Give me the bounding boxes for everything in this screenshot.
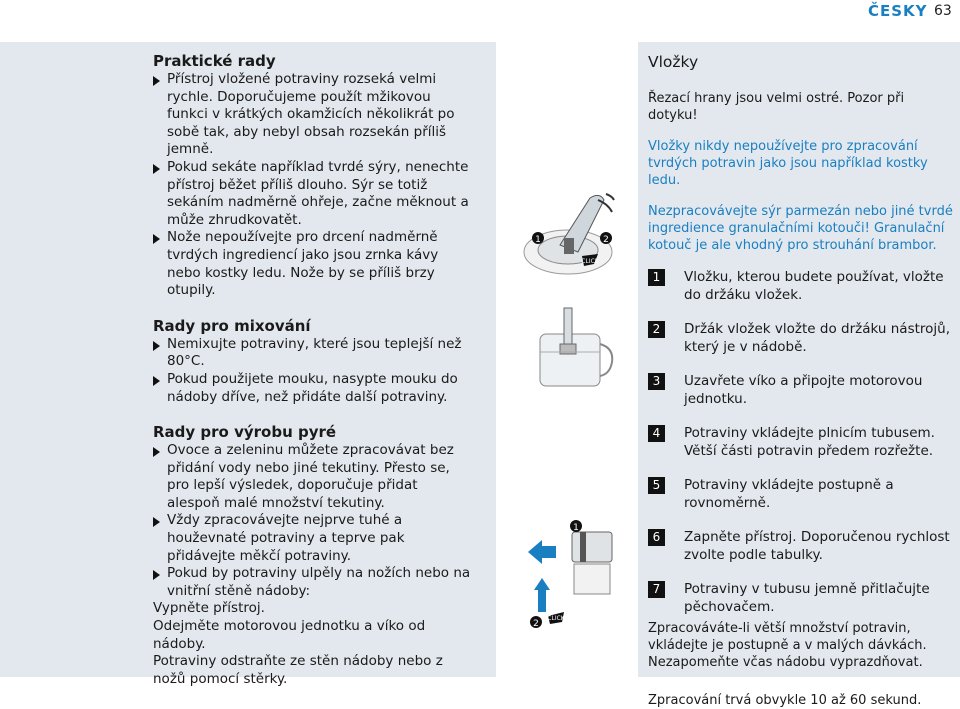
step-number: 2: [648, 321, 665, 338]
note-text: Zpracováváte-li větší množství potravin, vkládejte je postupně a v malých dávkách. Nezapomeňte včas nádobu vyprazdňovat.: [648, 620, 927, 670]
bullet-item: Pokud by potraviny ulpěly na nožích nebo na vnitřní stěně nádoby:: [153, 565, 473, 600]
step-label: 2: [603, 235, 609, 245]
illustration-insert-blade: [520, 190, 620, 280]
duration-text: Zpracování trvá obvykle 10 až 60 sekund.: [648, 692, 922, 708]
tips-column: [153, 52, 473, 705]
step-number: 3: [648, 373, 665, 390]
after-steps-notes: [648, 620, 953, 709]
section-title: Rady pro mixování: [153, 316, 311, 335]
plain-line: Odejměte motorovou jednotku a víko od nádoby.: [153, 618, 426, 652]
bullet-item: Pokud použijete mouku, nasypte mouku do nádoby dříve, než přidáte další potraviny.: [153, 371, 473, 406]
step-label: 1: [535, 235, 541, 245]
steps-list: [648, 268, 953, 616]
inserts-title: Vložky: [648, 53, 699, 71]
bullet-item: Přístroj vložené potraviny rozseká velmi rychle. Doporučujeme použít mžikovou funkci v krátkých okamžicích několikrát po sobě tak, aby nebyl obsah rozsekán příliš jemně.: [153, 71, 473, 159]
illustration-bowl: [528, 304, 618, 394]
warning-text: Nezpracovávejte sýr parmezán nebo jiné tvrdé ingredience granulačními kotouči! Granulační kotouč je ale vhodný pro strouhání brambor.: [648, 203, 953, 253]
language-label: ČESKY: [868, 2, 928, 20]
plain-line: Potraviny odstraňte ze stěn nádoby nebo z nožů pomocí stěrky.: [153, 653, 443, 687]
step-item: [648, 424, 953, 460]
step-number: 4: [648, 425, 665, 442]
step-label: 1: [573, 523, 579, 533]
click-label: CLICK: [547, 615, 565, 622]
warning-sharp-blades: Řezací hrany jsou velmi ostré. Pozor při dotyku!: [648, 90, 905, 123]
step-text: Potraviny vkládejte postupně a rovnoměrně.: [684, 476, 894, 511]
bullet-item: Vždy zpracovávejte nejprve tuhé a houževnaté potraviny a teprve pak přidávejte měkčí potraviny.: [153, 512, 473, 565]
warning-text: Vložky nikdy nepoužívejte pro zpracování tvrdých potravin jako jsou například kostky ledu.: [648, 138, 928, 188]
bullet-item: Ovoce a zeleninu můžete zpracovávat bez přidání vody nebo jiné tekutiny. Přesto se, pro lepší výsledek, doporučuje přidat alespoň malé množství tekutiny.: [153, 442, 473, 512]
section-puree-tips: [153, 423, 473, 688]
page-header: [0, 0, 960, 24]
section-title: Praktické rady: [153, 52, 276, 70]
section-title: Rady pro výrobu pyré: [153, 423, 337, 442]
step-text: Potraviny vkládejte plnicím tubusem. Větší části potravin předem rozřežte.: [684, 424, 935, 459]
section-mixing-tips: [153, 317, 473, 406]
step-number: 5: [648, 477, 665, 494]
step-text: Držák vložek vložte do držáku nástrojů, který je v nádobě.: [684, 320, 951, 355]
bullet-item: Nemixujte potraviny, které jsou teplejší než 80°C.: [153, 336, 473, 371]
inserts-column: [648, 54, 953, 709]
step-item: [648, 528, 953, 564]
step-text: Potraviny v tubusu jemně přitlačujte pěchovačem.: [684, 580, 930, 615]
step-item: [648, 476, 953, 512]
page-body: [0, 42, 960, 708]
click-label: CLICK: [581, 258, 599, 265]
step-number: 7: [648, 581, 665, 598]
section-practical-tips: [153, 52, 473, 300]
plain-line: Vypněte přístroj.: [153, 600, 265, 617]
bullet-item: Pokud sekáte například tvrdé sýry, nenechte přístroj běžet příliš dlouho. Sýr se totiž sekáním nadměrně ohřeje, začne měknout a může zhrudkovatět.: [153, 159, 473, 229]
step-label: 2: [533, 619, 539, 629]
step-number: 6: [648, 529, 665, 546]
step-item: [648, 580, 953, 616]
page-number: 63: [934, 3, 952, 19]
illustration-motor-unit: [520, 512, 620, 629]
bullet-item: Nože nepoužívejte pro drcení nadměrně tvrdých ingrediencí jako jsou zrnka kávy nebo kostky ledu. Nože by se příliš brzy otupily.: [153, 229, 473, 299]
step-text: Zapněte přístroj. Doporučenou rychlost zvolte podle tabulky.: [684, 528, 950, 563]
step-item: [648, 268, 953, 304]
step-item: [648, 320, 953, 356]
step-text: Uzavřete víko a připojte motorovou jednotku.: [684, 372, 923, 407]
step-item: [648, 372, 953, 408]
step-number: 1: [648, 269, 665, 286]
step-text: Vložku, kterou budete používat, vložte do držáku vložek.: [684, 268, 944, 303]
